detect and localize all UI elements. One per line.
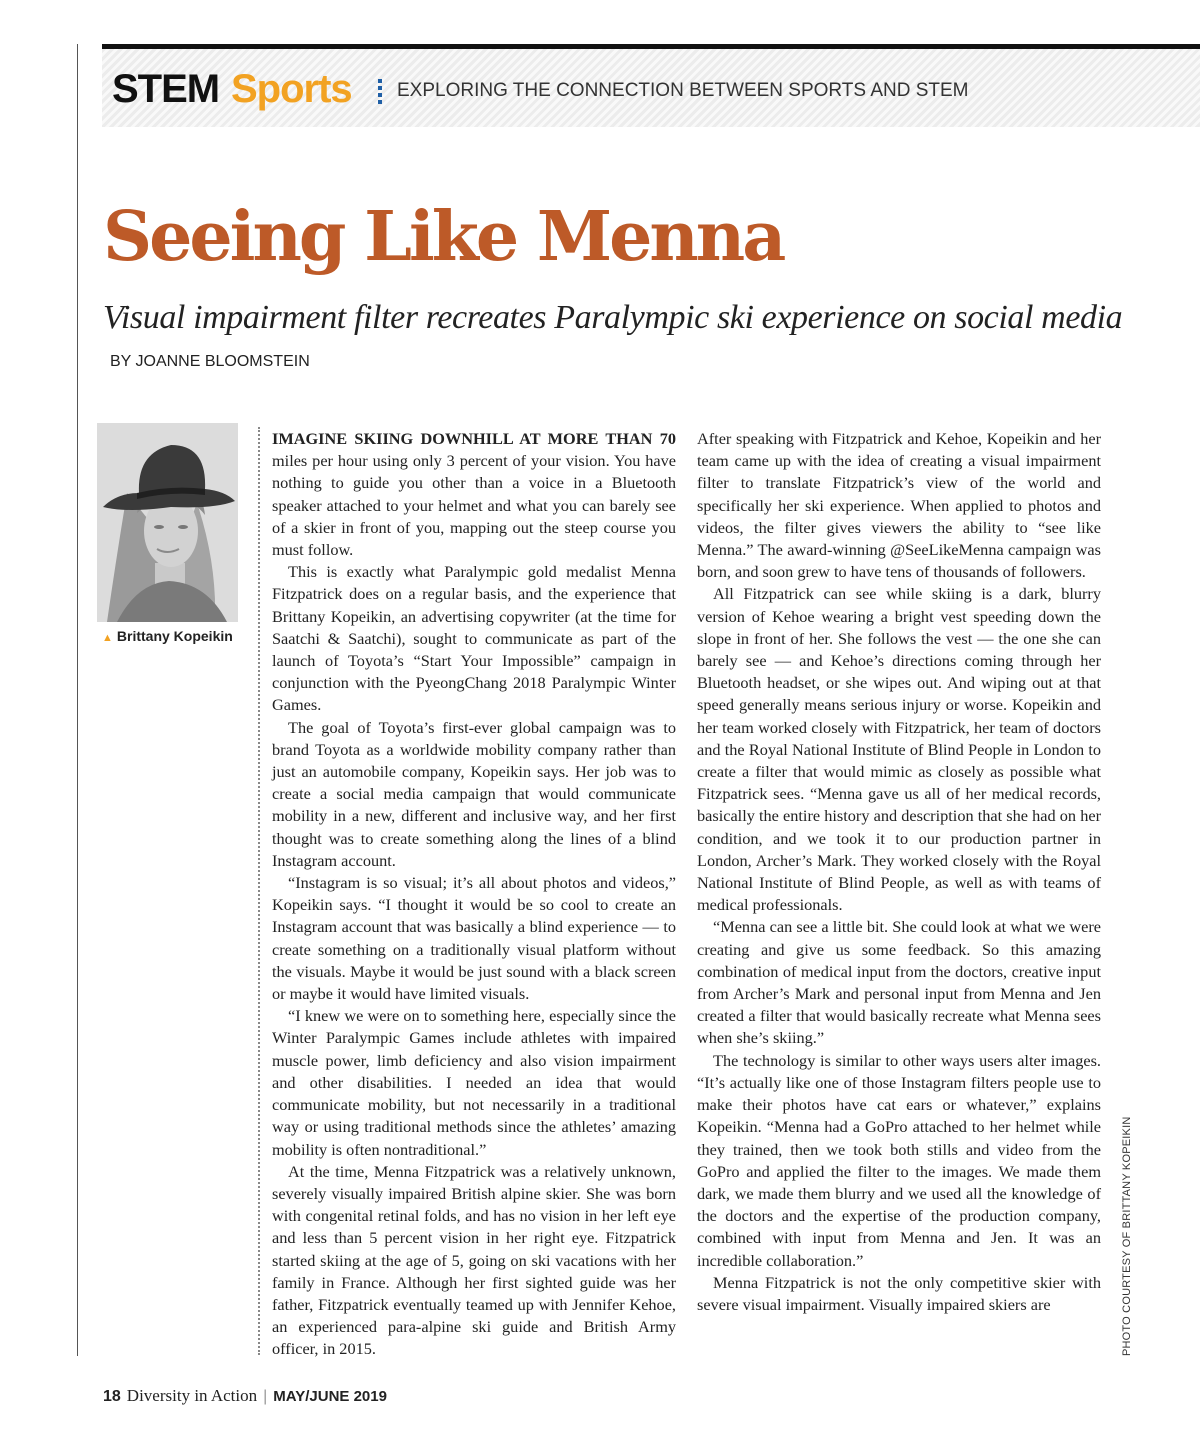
article-byline: BY JOANNE BLOOMSTEIN: [110, 353, 310, 370]
article-title: Seeing Like Menna: [103, 197, 784, 277]
article-subtitle: Visual impairment filter recreates Paralympic ski experience on social media: [103, 299, 1123, 336]
article-paragraph: Menna Fitzpatrick is not the only competitive skier with severe visual impairment. Visually impaired skiers are: [697, 1272, 1101, 1314]
page-footer: [103, 1386, 387, 1407]
portrait-illustration: [97, 423, 238, 622]
banner-tagline: EXPLORING THE CONNECTION BETWEEN SPORTS AND STEM: [397, 80, 969, 101]
author-portrait-photo: [97, 423, 238, 622]
article-paragraph: [272, 428, 676, 561]
article-paragraph: “Menna can see a little bit. She could look at what we were creating and give us some feedback. So this amazing combination of medical input from the doctors, creative input from Archer’s Mark and personal input from Menna and Jen created a filter that would basically recreate what Menna sees when she’s skiing.”: [697, 917, 1101, 1048]
column-dotted-divider: [258, 427, 260, 1355]
article-paragraph: All Fitzpatrick can see while skiing is a dark, blurry version of Kehoe wearing a bright vest speeding down the slope in front of her. She follows the vest — the one she can barely see — and Kehoe’s directions coming through her Bluetooth headset, or she wipes out. And wiping out at that speed generally means serious injury or worse. Kopeikin and her team worked closely with Fitzpatrick, her team of doctors and the Royal National Institute of Blind People in London to create a filter that would mimic as closely as possible what Fitzpatrick sees. “Menna gave us all of her medical records, basically the entire history and description that she had on her condition, and we took it to our production partner in London, Archer’s Mark. They worked closely with the Royal National Institute of Blind People, as well as with teams of medical professionals.: [697, 584, 1101, 915]
article-paragraph: The technology is similar to other ways users alter images. “It’s actually like one of those Instagram filters people use to make their photos have cat ears or whatever,” explains Kopeikin. “Menna had a GoPro attached to her helmet while they trained, then we took both stills and video from the GoPro and applied the filter to the images. We made them dark, we made them blurry and we used all the knowledge of the doctors and the expertise of the production company, combined with input from Menna and Jen. It was an incredible collaboration.”: [697, 1050, 1101, 1270]
banner-divider-dots: [378, 79, 382, 103]
page-number: 18: [103, 1388, 121, 1405]
article-column-2: [697, 428, 1101, 1316]
photo-credit: PHOTO COURTESY OF BRITTANY KOPEIKIN: [1121, 1116, 1133, 1356]
article-paragraph: At the time, Menna Fitzpatrick was a relatively unknown, severely visually impaired British alpine skier. She was born with congenital retinal folds, and has no vision in her left eye and less than 5 percent vision in her right eye. Fitzpatrick started skiing at the age of 5, going on ski vacations with her family in France. Although her first sighted guide was her father, Fitzpatrick eventually teamed up with Jennifer Kehoe, an experienced para-alpine ski guide and British Army officer, in 2015.: [272, 1161, 676, 1359]
article-paragraph: “I knew we were on to something here, especially since the Winter Paralympic Games include athletes with impaired muscle power, limb deficiency and also vision impairment and other disabilities. I needed an idea that would communicate mobility, but not necessarily in a traditional way or using traditional methods since the athletes’ amazing mobility is often nontraditional.”: [272, 1006, 676, 1159]
brand-stem: STEM: [112, 67, 220, 111]
issue-date: MAY/JUNE 2019: [273, 1388, 387, 1405]
brand-sports: Sports: [231, 67, 352, 111]
article-column-1: [272, 428, 676, 1361]
article-paragraph: This is exactly what Paralympic gold medalist Menna Fitzpatrick does on a regular basis, and the experience that Brittany Kopeikin, an advertising copywriter (at the time for Saatchi & Saatchi), sought to communicate as part of the launch of Toyota’s “Start Your Impossible” campaign in conjunction with the PyeongChang 2018 Paralympic Winter Games.: [272, 562, 676, 715]
left-margin-rule: [77, 44, 78, 1356]
photo-caption-text: Brittany Kopeikin: [116, 628, 233, 644]
photo-caption: [102, 627, 233, 647]
footer-separator: |: [263, 1388, 268, 1405]
paragraph-text: miles per hour using only 3 percent of your vision. You have nothing to guide you other than a voice in a Bluetooth speaker attached to your helmet and what you can barely see of a skier in front of you, mapping out the steep course you must follow.: [272, 451, 676, 560]
magazine-name: Diversity in Action: [126, 1386, 258, 1405]
article-paragraph: The goal of Toyota’s first-ever global campaign was to brand Toyota as a worldwide mobility company rather than just an automobile company, Kopeikin says. Her job was to create a social media campaign that would communicate mobility in a new, different and inclusive way, and her first thought was to create something along the lines of a blind Instagram account.: [272, 717, 676, 870]
article-paragraph: After speaking with Fitzpatrick and Kehoe, Kopeikin and her team came up with the idea of creating a visual impairment filter to translate Fitzpatrick’s view of the world and specifically her ski experience. When applied to photos and videos, the filter gives viewers the ability to “see like Menna.” The award-winning @SeeLikeMenna campaign was born, and soon grew to have tens of thousands of followers.: [697, 429, 1101, 582]
lead-in: IMAGINE SKIING DOWNHILL AT MORE THAN 70: [272, 429, 676, 448]
article-paragraph: “Instagram is so visual; it’s all about photos and videos,” Kopeikin says. “I thought it would be so cool to create an Instagram account that was basically a blind experience — to create something on a traditionally visual platform without the visuals. Maybe it would be just sound with a black screen or maybe it would have limited visuals.: [272, 873, 676, 1004]
caption-triangle-icon: ▲: [102, 632, 113, 644]
